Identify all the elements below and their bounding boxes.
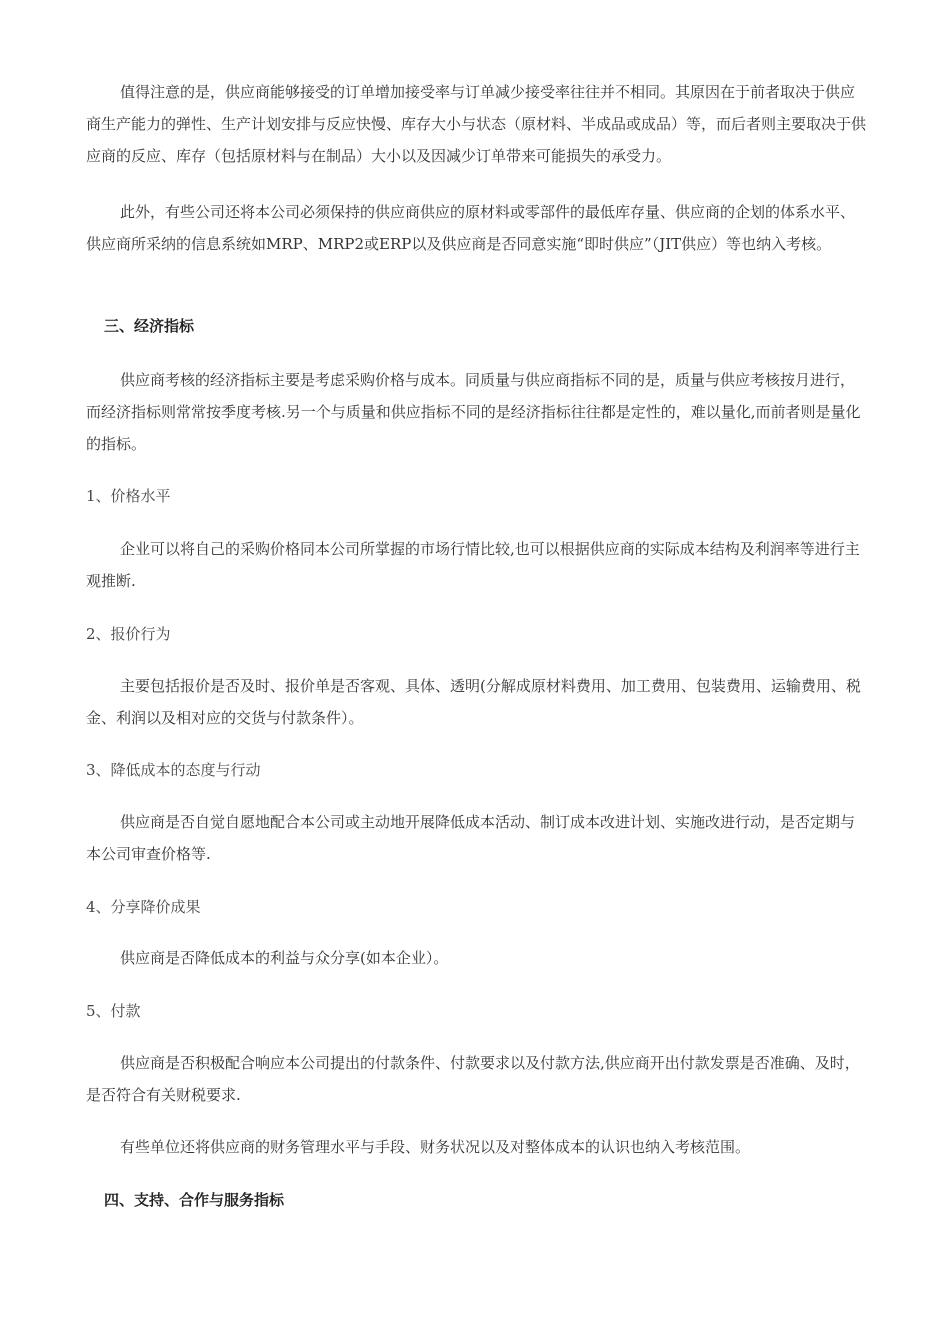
- section-heading-support-cooperation-service: 四、支持、合作与服务指标: [104, 1191, 285, 1209]
- subheading-share-savings: 4、分享降价成果: [86, 898, 201, 916]
- subheading-cost-reduction: 3、降低成本的态度与行动: [86, 761, 261, 779]
- section-heading-economic-indicators: 三、经济指标: [104, 317, 195, 335]
- paragraph-cost-reduction: 供应商是否自觉自愿地配合本公司或主动地开展降低成本活动、制订成本改进计划、实施改进行动，是否定期与本公司审查价格等.: [86, 813, 856, 863]
- paragraph-order-acceptance: 值得注意的是，供应商能够接受的订单增加接受率与订单减少接受率往往并不相同。其原因在于前者取决于供应商生产能力的弹性、生产计划安排与反应快慢、库存大小与状态（原材料、半成品或成品）等，而后者则主要取决于供应商的反应、库存（包括原材料与在制品）大小以及因减少订单带来可能损失的承受力。: [86, 83, 867, 165]
- subheading-quotation-behavior: 2、报价行为: [86, 625, 171, 643]
- paragraph-quotation-behavior: 主要包括报价是否及时、报价单是否客观、具体、透明(分解成原材料费用、加工费用、包装费用、运输费用、税金、利润以及相对应的交货与付款条件）。: [86, 677, 861, 727]
- paragraph-payment: 供应商是否积极配合响应本公司提出的付款条件、付款要求以及付款方法,供应商开出付款发票是否准确、及时，是否符合有关财税要求.: [86, 1054, 860, 1104]
- paragraph-share-savings: 供应商是否降低成本的利益与众分享(如本企业）。: [120, 949, 449, 967]
- paragraph-other-indicators: 此外，有些公司还将本公司必须保持的供应商供应的原材料或零部件的最低库存量、供应商的企划的体系水平、供应商所采纳的信息系统如MRP、MRP2或ERP以及供应商是否同意实施“即时供应”（JIT供应）等也纳入考核。: [86, 203, 856, 253]
- subheading-price-level: 1、价格水平: [86, 487, 171, 505]
- paragraph-financial-management: 有些单位还将供应商的财务管理水平与手段、财务状况以及对整体成本的认识也纳入考核范围。: [120, 1138, 751, 1156]
- subheading-payment: 5、付款: [86, 1002, 141, 1020]
- paragraph-economic-overview: 供应商考核的经济指标主要是考虑采购价格与成本。同质量与供应商指标不同的是，质量与供应考核按月进行，而经济指标则常常按季度考核.另一个与质量和供应指标不同的是经济指标往往都是定性的，难以量化,而前者则是量化的指标。: [86, 371, 861, 453]
- paragraph-price-level: 企业可以将自己的采购价格同本公司所掌握的市场行情比较,也可以根据供应商的实际成本结构及利润率等进行主观推断.: [86, 540, 860, 590]
